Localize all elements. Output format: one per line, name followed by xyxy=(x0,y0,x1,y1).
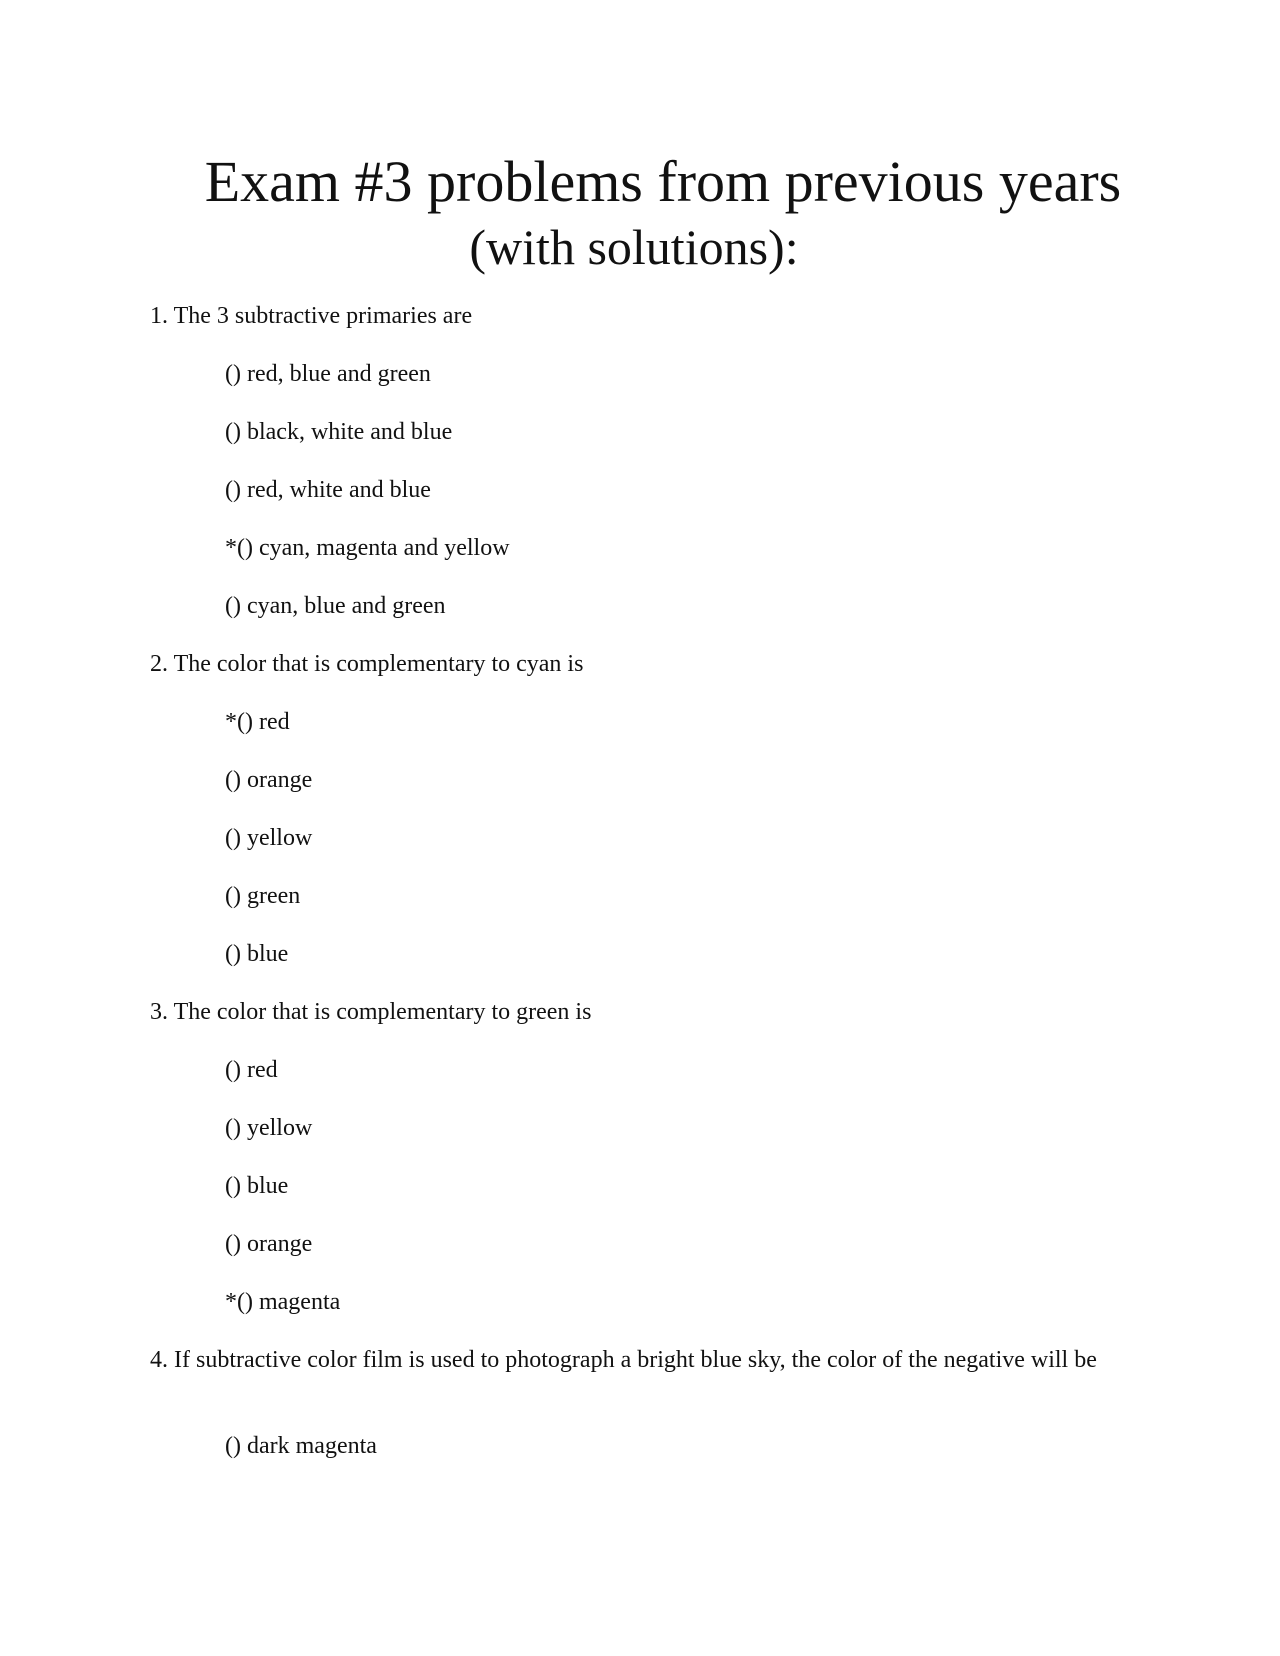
question-3-option: () red xyxy=(225,1057,278,1083)
question-4-text: 4. If subtractive color film is used to photograph a bright blue sky, the color of the negative will be xyxy=(150,1347,1097,1373)
question-1-option: () red, blue and green xyxy=(225,361,431,387)
page-title: Exam #3 problems from previous years xyxy=(204,149,1122,214)
question-1-option-correct: *() cyan, magenta and yellow xyxy=(225,535,510,561)
question-1-text: 1. The 3 subtractive primaries are xyxy=(150,303,473,329)
question-2-option: () blue xyxy=(225,941,289,967)
question-1-option: () red, white and blue xyxy=(225,477,431,503)
question-2-text: 2. The color that is complementary to cyan is xyxy=(150,651,584,677)
question-3-option: () yellow xyxy=(225,1115,313,1141)
question-3-option-correct: *() magenta xyxy=(225,1289,341,1315)
question-3-option: () orange xyxy=(225,1231,313,1257)
question-3-text: 3. The color that is complementary to green is xyxy=(150,999,592,1025)
question-2-option: () green xyxy=(225,883,301,909)
page-subtitle: (with solutions): xyxy=(469,219,799,275)
question-1-option: () cyan, blue and green xyxy=(225,593,446,619)
question-4-option: () dark magenta xyxy=(225,1433,377,1459)
question-2-option-correct: *() red xyxy=(225,709,290,735)
question-2-option: () orange xyxy=(225,767,313,793)
question-1-option: () black, white and blue xyxy=(225,419,453,445)
question-2-option: () yellow xyxy=(225,825,313,851)
question-3-option: () blue xyxy=(225,1173,289,1199)
